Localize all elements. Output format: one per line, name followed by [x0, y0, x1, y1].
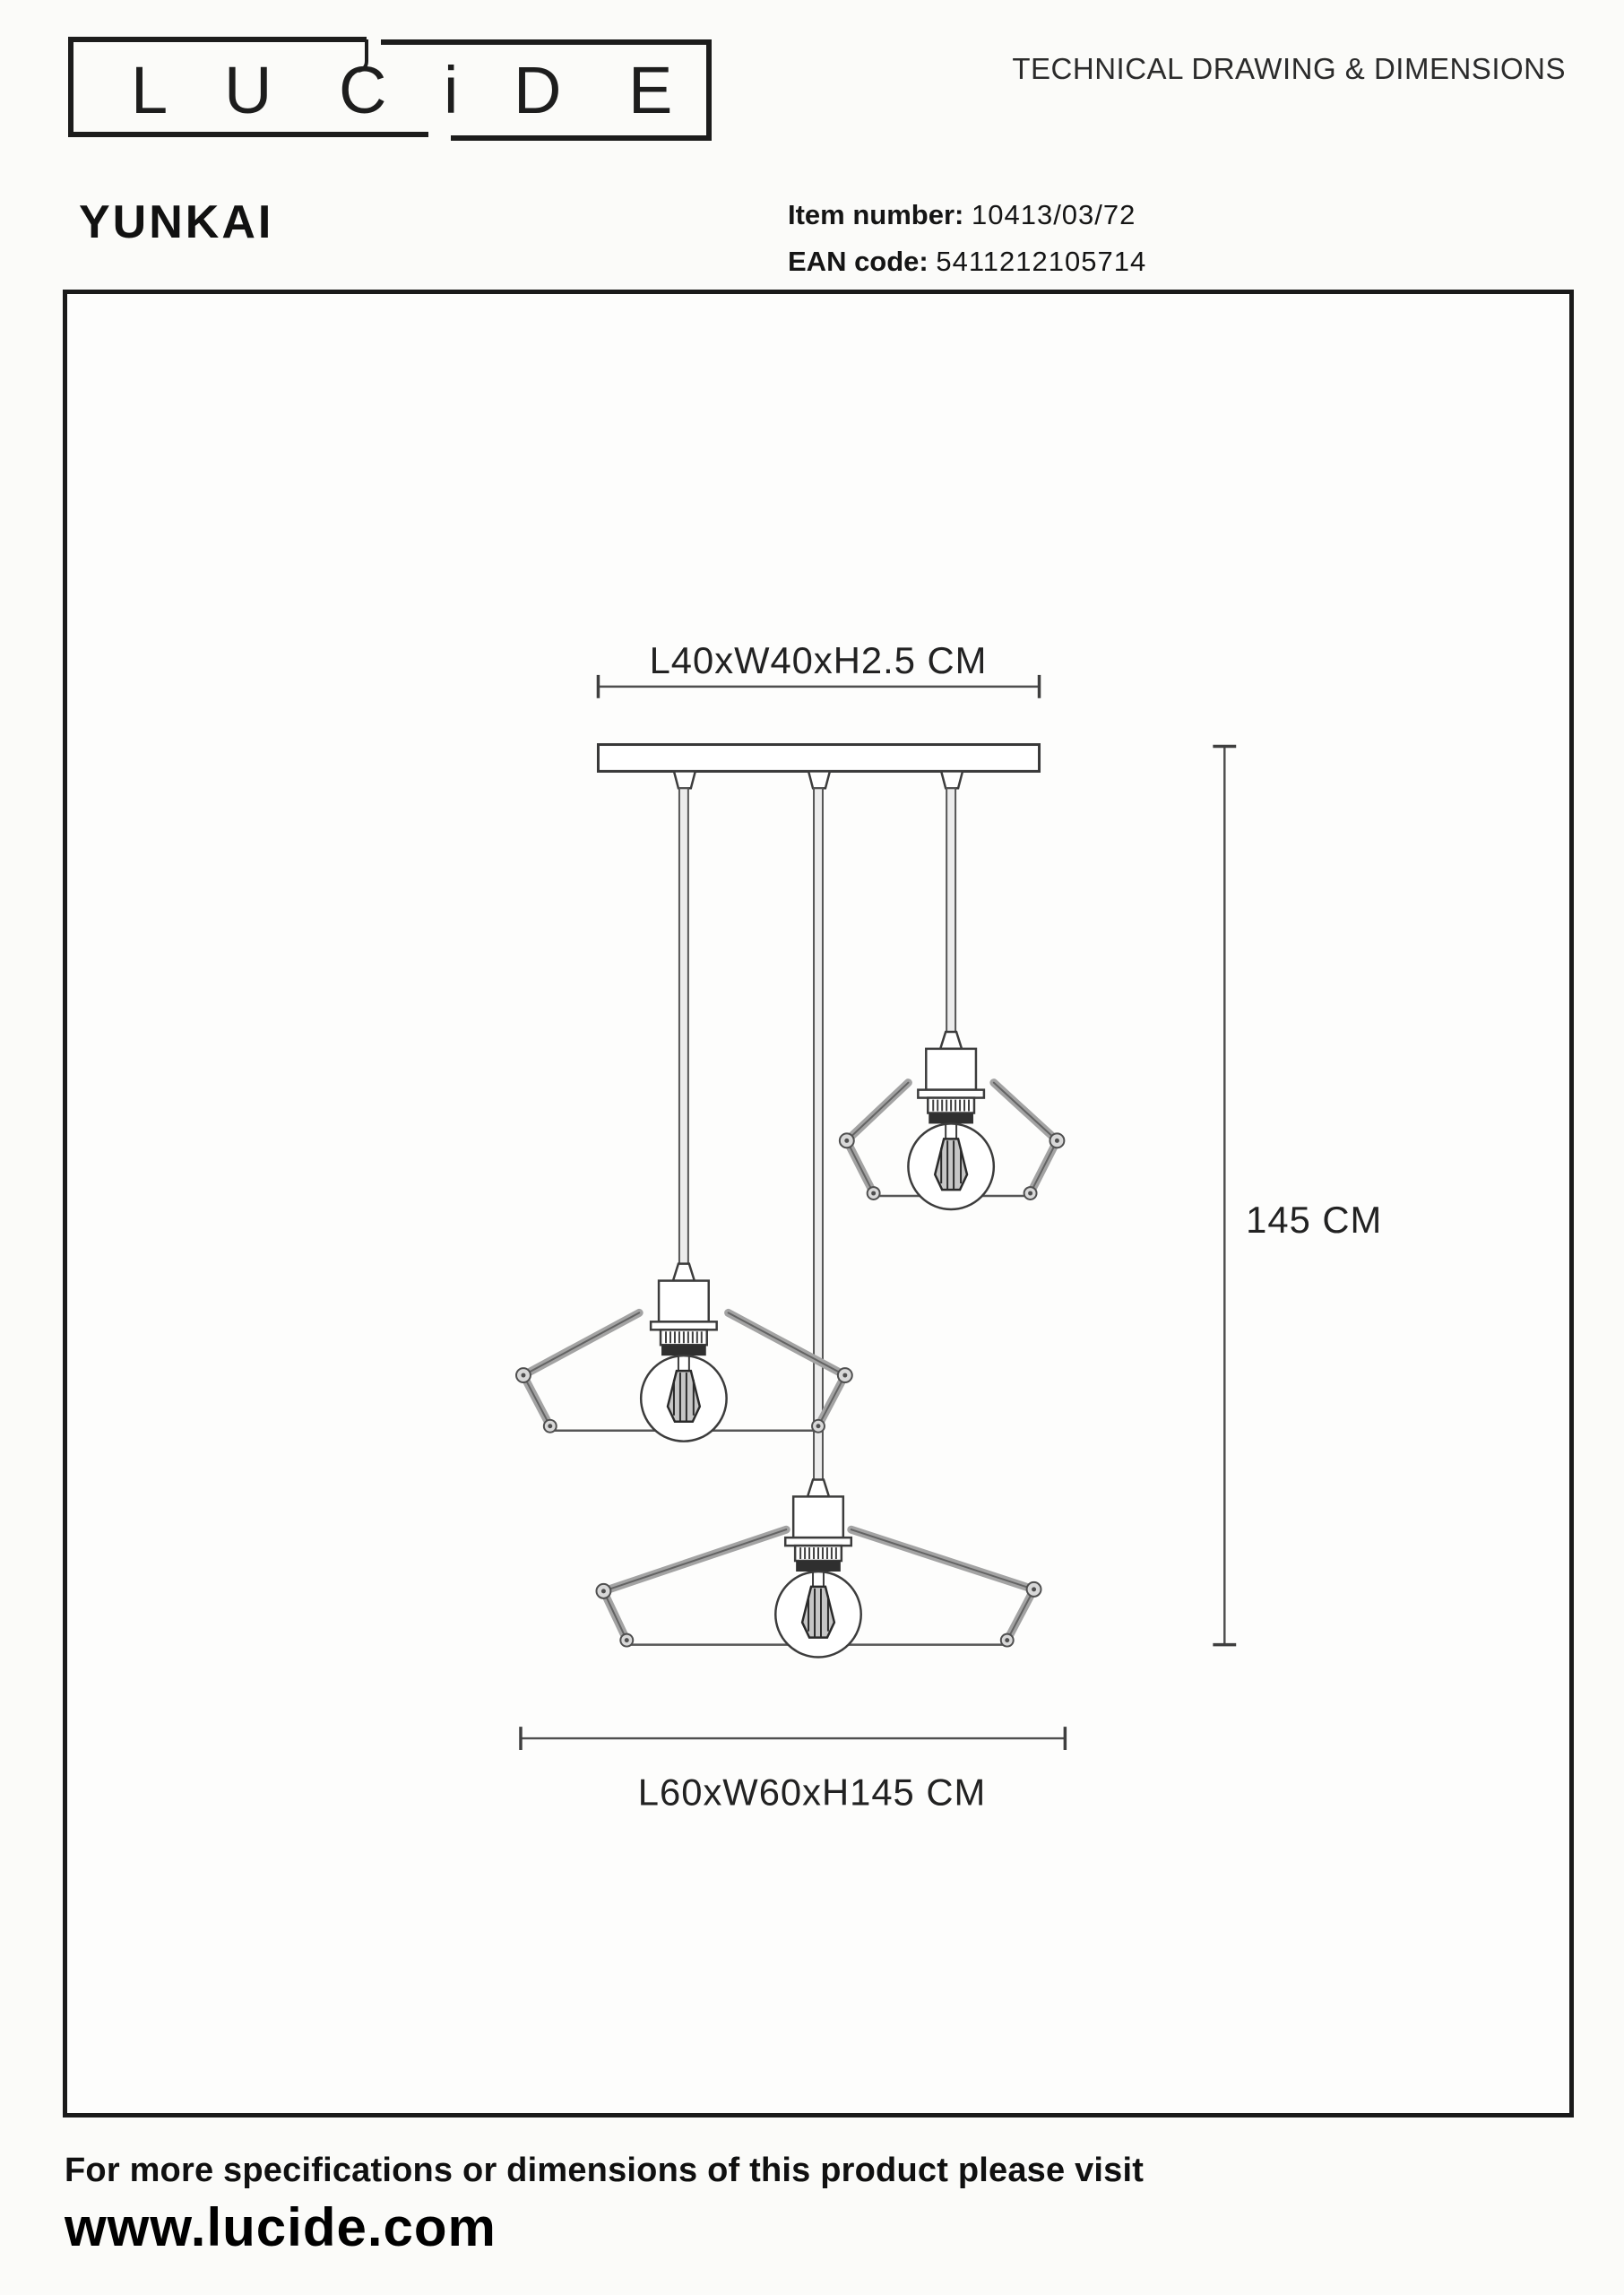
lucide-logo-graphic: [67, 36, 713, 142]
cord-grip-left: [674, 771, 695, 788]
brand-letter-d: D: [514, 53, 562, 127]
pendant-bottom-center: [596, 1479, 1041, 1657]
socket-and-bulb: [908, 1032, 993, 1209]
dimension-bottom-label: L60xW60xH145 CM: [637, 1771, 987, 1814]
socket-and-bulb: [641, 1264, 726, 1442]
website-link[interactable]: www.lucide.com: [65, 2197, 497, 2257]
ean-code-value: 5411212105714: [936, 246, 1147, 277]
cord-grip-right: [941, 771, 963, 788]
dimension-height-label: 145 CM: [1246, 1198, 1383, 1241]
cord-left: [679, 788, 688, 1265]
pendant-middle-left: [516, 1264, 852, 1442]
ean-code-label: EAN code:: [788, 246, 929, 277]
brand-letter-l: L: [131, 53, 168, 127]
cord-right: [946, 788, 955, 1034]
drawing-frame: [63, 290, 1574, 2117]
dimension-height: [1213, 747, 1382, 1645]
dimension-bottom: [521, 1727, 1065, 1814]
item-number-value: 10413/03/72: [971, 199, 1136, 230]
brand-letter-i: i: [444, 53, 459, 127]
document-title: TECHNICAL DRAWING & DIMENSIONS: [1012, 52, 1566, 85]
item-number-label: Item number:: [788, 199, 964, 230]
pendant-top-right: [840, 1032, 1065, 1209]
brand-letter-c: C: [339, 53, 387, 127]
product-codes: [788, 192, 1146, 285]
socket-and-bulb: [775, 1479, 860, 1657]
item-number-row: [788, 192, 1146, 238]
lucide-logo: [67, 36, 713, 142]
product-name: YUNKAI: [79, 196, 274, 248]
dimension-top: [598, 639, 1039, 698]
ceiling-plate: [598, 745, 1039, 789]
cord-grip-center: [808, 771, 830, 788]
technical-drawing: [67, 294, 1569, 2113]
footer-note: For more specifications or dimensions of this product please visit: [65, 2152, 1145, 2189]
dimension-top-label: L40xW40xH2.5 CM: [649, 638, 988, 681]
ean-code-row: [788, 238, 1146, 285]
cord-center: [814, 788, 823, 1481]
brand-letter-e: E: [628, 53, 673, 127]
brand-letter-u: U: [224, 53, 272, 127]
